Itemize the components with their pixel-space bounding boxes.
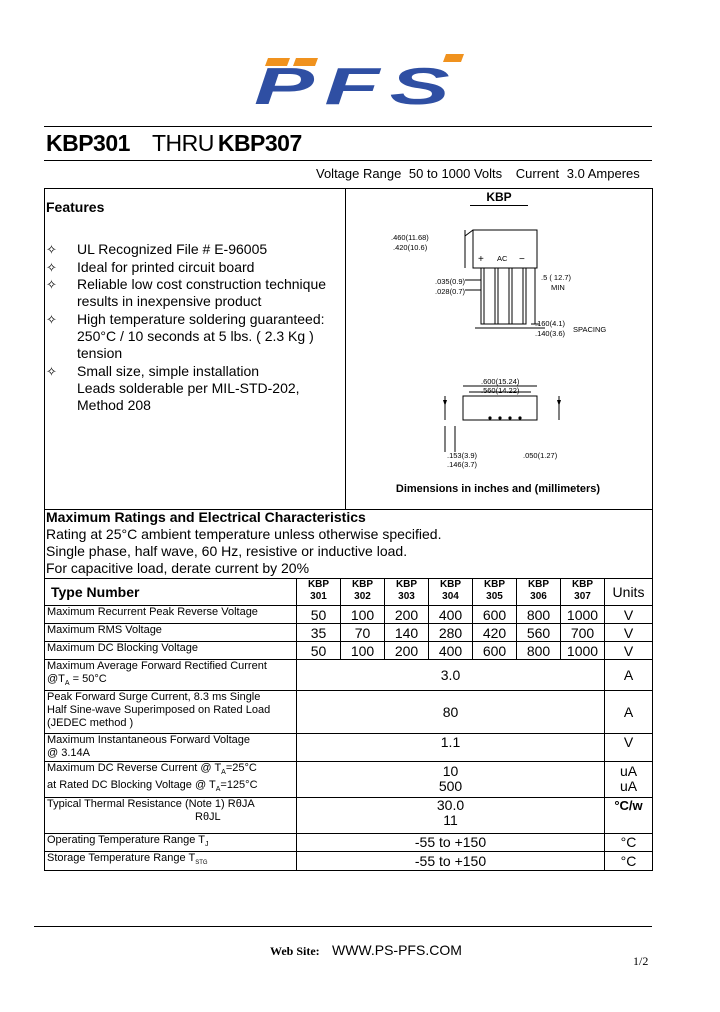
- value-cell: 600: [473, 642, 517, 660]
- voltage-current-line: [316, 166, 644, 181]
- feature-text: Leads solderable per MIL-STD-202,: [77, 380, 300, 396]
- param-cell: Maximum RMS Voltage: [45, 624, 297, 642]
- package-label: KBP: [470, 190, 528, 206]
- package-outline-diagram: [345, 200, 651, 480]
- bullet-icon: ✧: [46, 277, 57, 292]
- pin-plus: +: [478, 254, 484, 265]
- dim-length-bot: .560(14.22): [481, 386, 520, 395]
- feature-text: Reliable low cost construction technique: [77, 276, 327, 292]
- ratings-heading: Maximum Ratings and Electrical Characteristics: [46, 509, 366, 525]
- table-row: [45, 642, 653, 660]
- table-row-thermal: [45, 797, 653, 833]
- feature-text: tension: [77, 345, 123, 361]
- units-header: Units: [605, 579, 653, 606]
- page-title: [46, 130, 302, 157]
- value-cell: 800: [517, 642, 561, 660]
- param-cell: Maximum Instantaneous Forward Voltage @ 3.14A: [45, 734, 297, 762]
- col-header-306: KBP 306: [517, 579, 561, 606]
- col-header-302: KBP 302: [341, 579, 385, 606]
- pin-ac: AC: [497, 254, 508, 263]
- lead-2: [495, 268, 498, 324]
- value-cell: -55 to +150: [297, 833, 605, 851]
- table-row-ir: [45, 762, 653, 797]
- value-cell: -55 to +150: [297, 851, 605, 870]
- unit-cell: °C: [605, 833, 653, 851]
- value-cell: 600: [473, 606, 517, 624]
- value-cell: 140: [385, 624, 429, 642]
- unit-cell: V: [605, 642, 653, 660]
- col-header-303: KBP 303: [385, 579, 429, 606]
- value-cell: 280: [429, 624, 473, 642]
- value-cell: 35: [297, 624, 341, 642]
- value-cell: 10 500: [297, 762, 605, 797]
- pfs-logo: [250, 50, 470, 110]
- col-header-301: KBP 301: [297, 579, 341, 606]
- col-header-307: KBP 307: [561, 579, 605, 606]
- lead-4: [523, 268, 526, 324]
- website-label: Web Site:: [270, 944, 320, 958]
- feature-text: 250°C / 10 seconds at 5 lbs. ( 2.3 Kg ): [77, 328, 314, 344]
- unit-cell: uA uA: [605, 762, 653, 797]
- value-cell: 1000: [561, 642, 605, 660]
- lead-3: [509, 268, 512, 324]
- diagram-caption: Dimensions in inches and (millimeters): [395, 483, 601, 495]
- body-side-view: [463, 396, 537, 420]
- logo-text: PFS: [254, 58, 460, 110]
- value-cell: 200: [385, 642, 429, 660]
- voltage-range-value: 50 to 1000 Volts: [408, 166, 503, 181]
- part-end: KBP307: [217, 130, 302, 156]
- part-start: KBP301: [46, 130, 130, 156]
- value-cell: 700: [561, 624, 605, 642]
- lead-1: [481, 268, 484, 324]
- value-cell: 1000: [561, 606, 605, 624]
- unit-cell: V: [605, 606, 653, 624]
- dim-lead-bot: .028(0.7): [435, 287, 466, 296]
- voltage-range-label: Voltage Range: [316, 166, 402, 181]
- value-cell: 400: [429, 642, 473, 660]
- table-row: [45, 624, 653, 642]
- dim-lead-top: .035(0.9): [435, 277, 466, 286]
- feature-text: Ideal for printed circuit board: [77, 259, 255, 275]
- param-cell: Maximum Average Forward Rectified Current $@T_A = 50^\circ C$: [45, 660, 297, 691]
- value-cell: 50: [297, 606, 341, 624]
- website-link[interactable]: WWW.PS-PFS.COM: [332, 942, 462, 958]
- page-number: 1/2: [633, 954, 649, 968]
- value-cell: 80: [297, 691, 605, 734]
- table-row-op-temp: [45, 833, 653, 851]
- table-row-surge: [45, 691, 653, 734]
- param-cell: Storage Temperature Range $T_{STG}$: [45, 851, 297, 870]
- features-heading: Features: [46, 199, 105, 215]
- param-cell: Maximum Recurrent Peak Reverse Voltage: [45, 606, 297, 624]
- param-cell: Maximum DC Reverse Current @ $T_A=25^\circ C$ at Rated DC Blocking Voltage @ $T_A=125^\circ C$: [45, 762, 297, 797]
- bullet-icon: ✧: [46, 242, 57, 257]
- unit-cell: °C/w: [605, 797, 653, 833]
- spec-table: [44, 578, 653, 871]
- dim-length-top: .600(15.24): [481, 377, 520, 386]
- param-cell: Maximum DC Blocking Voltage: [45, 642, 297, 660]
- dim-spacing-label: SPACING: [573, 325, 607, 334]
- pin-minus: −: [519, 254, 525, 265]
- feature-text: Method 208: [77, 397, 151, 413]
- table-header-row: [45, 579, 653, 606]
- type-number-header: Type Number: [45, 579, 297, 606]
- feature-text: High temperature soldering guaranteed:: [77, 311, 325, 327]
- current-label: Current: [515, 166, 560, 181]
- table-row-avg-current: [45, 660, 653, 691]
- table-row: [45, 606, 653, 624]
- dim-chamfer: .050(1.27): [523, 451, 558, 460]
- dim-spacing-top: .160(4.1): [535, 319, 566, 328]
- current-value: 3.0 Amperes: [566, 166, 640, 181]
- value-cell: 100: [341, 606, 385, 624]
- feature-text: Small size, simple installation: [77, 363, 260, 379]
- feature-text: results in inexpensive product: [77, 293, 262, 309]
- dim-width-bot: .420(10.6): [393, 243, 428, 252]
- header-rule-bottom: [44, 160, 652, 161]
- value-cell: 70: [341, 624, 385, 642]
- thru-word: THRU: [151, 130, 214, 156]
- value-cell: 100: [341, 642, 385, 660]
- param-cell: Peak Forward Surge Current, 8.3 ms Single Half Sine-wave Superimposed on Rated Load (JEDEC method ): [45, 691, 297, 734]
- bullet-icon: ✧: [46, 260, 57, 275]
- value-cell: 3.0: [297, 660, 605, 691]
- col-header-305: KBP 305: [473, 579, 517, 606]
- value-cell: 200: [385, 606, 429, 624]
- ratings-note-1: Rating at 25°C ambient temperature unless otherwise specified.: [46, 526, 442, 542]
- value-cell: 400: [429, 606, 473, 624]
- feature-text: UL Recognized File # E-96005: [77, 241, 268, 257]
- unit-cell: V: [605, 624, 653, 642]
- unit-cell: V: [605, 734, 653, 762]
- dim-spacing-bot: .140(3.6): [535, 329, 566, 338]
- param-cell: Operating Temperature Range $T_J$: [45, 833, 297, 851]
- dim-thick-top: .153(3.9): [447, 451, 478, 460]
- unit-cell: A: [605, 691, 653, 734]
- table-row-stg-temp: [45, 851, 653, 870]
- value-cell: 420: [473, 624, 517, 642]
- value-cell: 1.1: [297, 734, 605, 762]
- footer-rule: [34, 926, 652, 927]
- value-cell: 50: [297, 642, 341, 660]
- param-cell: Typical Thermal Resistance (Note 1) RθJA RθJL: [45, 797, 297, 833]
- bullet-icon: ✧: [46, 364, 57, 379]
- dim-leadlen-top: .5 ( 12.7): [541, 273, 572, 282]
- value-cell: 800: [517, 606, 561, 624]
- dim-leadlen-bot: MIN: [551, 283, 565, 292]
- dim-width-top: .460(11.68): [391, 233, 429, 242]
- ratings-note-3: For capacitive load, derate current by 20%: [46, 560, 310, 576]
- value-cell: 30.0 11: [297, 797, 605, 833]
- bullet-icon: ✧: [46, 312, 57, 327]
- value-cell: 560: [517, 624, 561, 642]
- header-rule-top: [44, 126, 652, 127]
- unit-cell: °C: [605, 851, 653, 870]
- ratings-note-2: Single phase, half wave, 60 Hz, resistive or inductive load.: [46, 543, 408, 559]
- unit-cell: A: [605, 660, 653, 691]
- dim-thick-bot: .146(3.7): [447, 460, 478, 469]
- table-row-vf: [45, 734, 653, 762]
- col-header-304: KBP 304: [429, 579, 473, 606]
